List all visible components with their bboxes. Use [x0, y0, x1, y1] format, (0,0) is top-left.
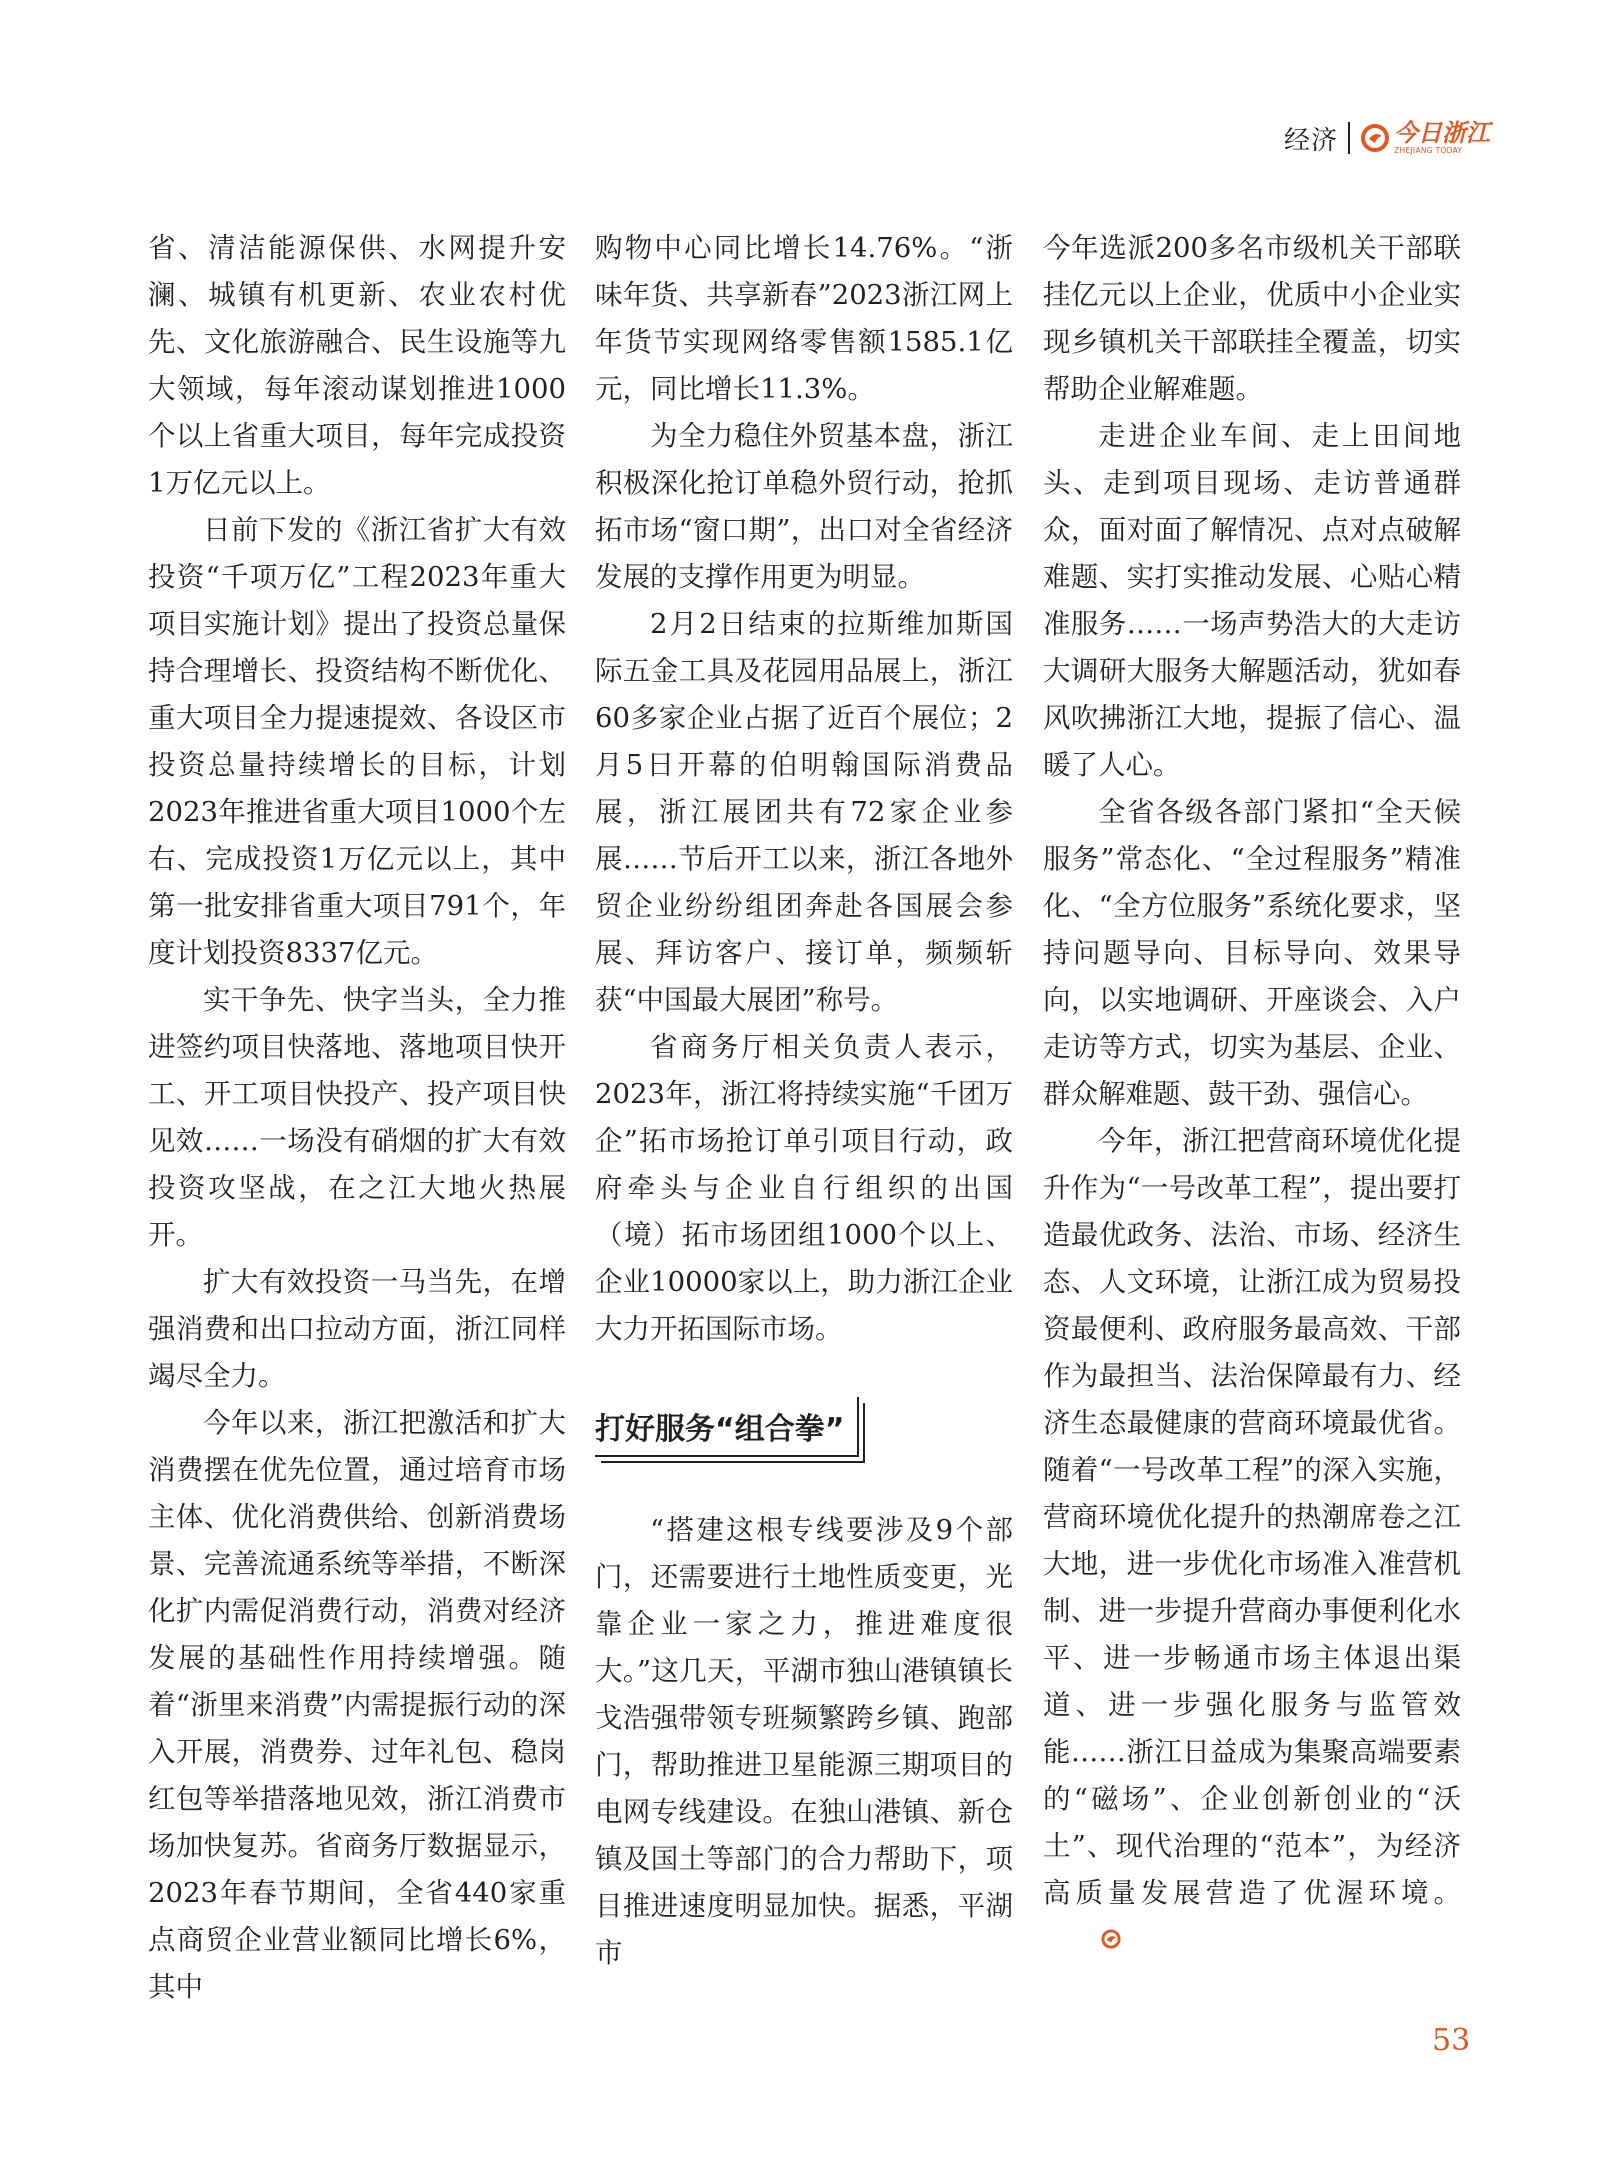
article-end-icon: [1045, 1918, 1122, 1965]
paragraph: 省、清洁能源保供、水网提升安澜、城镇有机更新、农业农村优先、文化旅游融合、民生设施等九大领域，每年滚动谋划推进1000个以上省重大项目，每年完成投资1万亿元以上。: [148, 232, 566, 499]
paragraph: 日前下发的《浙江省扩大有效投资“千项万亿”工程2023年重大项目实施计划》提出了投资总量保持合理增长、投资结构不断优化、重大项目全力提速提效、各设区市投资总量持续增长的目标，计划2023年推进省重大项目1000个左右、完成投资1万亿元以上，其中第一批安排省重大项目791个，年度计划投资8337亿元。: [148, 514, 566, 969]
brand-logo: [1360, 118, 1490, 156]
paragraph: 2月2日结束的拉斯维加斯国际五金工具及花园用品展上，浙江60多家企业占据了近百个展位；2月5日开幕的伯明翰国际消费品展，浙江展团共有72家企业参展……节后开工以来，浙江各地外贸企业纷纷组团奔赴各国展会参展、拜访客户、接订单，频频斩获“中国最大展团”称号。: [595, 608, 1013, 1016]
brand-name-en: ZHEJIANG TODAY: [1394, 146, 1463, 156]
column-1: [148, 225, 566, 2011]
page-header: [1284, 112, 1490, 164]
paragraph: 实干争先、快字当头，全力推进签约项目快落地、落地项目快开工、开工项目快投产、投产项目快见效……一场没有硝烟的扩大有效投资攻坚战，在之江大地火热展开。: [148, 984, 566, 1251]
brand-name: 今日浙江: [1394, 118, 1490, 148]
paragraph: 走进企业车间、走上田间地头、走到项目现场、走访普通群众，面对面了解情况、点对点破解难题、实打实推动发展、心贴心精准服务……一场声势浩大的大走访大调研大服务大解题活动，犹如春风吹拂浙江大地，提振了信心、温暖了人心。: [1043, 420, 1461, 781]
page-number: 53: [1432, 2023, 1471, 2058]
paragraph: 今年以来，浙江把激活和扩大消费摆在优先位置，通过培育市场主体、优化消费供给、创新消费场景、完善流通系统等举措，不断深化扩内需促消费行动，消费对经济发展的基础性作用持续增强。随着“浙里来消费”内需提振行动的深入开展，消费券、过年礼包、稳岗红包等举措落地见效，浙江消费市场加快复苏。省商务厅数据显示，2023年春节期间，全省440家重点商贸企业营业额同比增长6%，其中: [148, 1407, 566, 2003]
section-label: 经济: [1283, 125, 1338, 156]
paragraph: “搭建这根专线要涉及9个部门，还需要进行土地性质变更，光靠企业一家之力，推进难度很大。”这几天，平湖市独山港镇镇长戈浩强带领专班频繁跨乡镇、跑部门，帮助推进卫星能源三期项目的电网专线建设。在独山港镇、新仓镇及国土等部门的合力帮助下，项目推进速度明显加快。据悉，平湖市: [595, 1514, 1013, 1969]
paragraph: 扩大有效投资一马当先，在增强消费和出口拉动方面，浙江同样竭尽全力。: [148, 1266, 566, 1392]
subheading-box: [595, 1397, 859, 1457]
subheading: 打好服务“组合拳”: [595, 1412, 845, 1447]
column-3: [1043, 225, 1461, 1965]
header-divider: [1348, 122, 1350, 154]
paragraph: 购物中心同比增长14.76%。“浙味年货、共享新春”2023浙江网上年货节实现网络零售额1585.1亿元，同比增长11.3%。: [595, 232, 1013, 405]
paragraph: 全省各级各部门紧扣“全天候服务”常态化、“全过程服务”精准化、“全方位服务”系统化要求，坚持问题导向、目标导向、效果导向，以实地调研、开座谈会、入户走访等方式，切实为基层、企业、群众解难题、鼓干劲、强信心。: [1043, 796, 1461, 1110]
paragraph: [1043, 1118, 1461, 1965]
column-2: [595, 225, 1013, 1977]
paragraph: 为全力稳住外贸基本盘，浙江积极深化抢订单稳外贸行动，抢抓拓市场“窗口期”，出口对全省经济发展的支撑作用更为明显。: [595, 420, 1013, 593]
paragraph: 省商务厅相关负责人表示，2023年，浙江将持续实施“千团万企”拓市场抢订单引项目行动，政府牵头与企业自行组织的出国（境）拓市场团组1000个以上、企业10000家以上，助力浙江企业大力开拓国际市场。: [595, 1031, 1013, 1345]
paragraph: 今年选派200多名市级机关干部联挂亿元以上企业，优质中小企业实现乡镇机关干部联挂全覆盖，切实帮助企业解难题。: [1043, 232, 1461, 405]
paragraph-text: 今年，浙江把营商环境优化提升作为“一号改革工程”，提出要打造最优政务、法治、市场、经济生态、人文环境，让浙江成为贸易投资最便利、政府服务最高效、干部作为最担当、法治保障最有力、经济生态最健康的营商环境最优省。随着“一号改革工程”的深入实施，营商环境优化提升的热潮席卷之江大地，进一步优化市场准入准营机制、进一步提升营商办事便利化水平、进一步畅通市场主体退出渠道、进一步强化服务与监管效能……浙江日益成为集聚高端要素的“磁场”、企业创新创业的“沃土”、现代治理的“范本”，为经济高质量发展营造了优渥环境。: [1043, 1125, 1461, 1909]
today-zhejiang-logo-icon: [1360, 123, 1390, 153]
